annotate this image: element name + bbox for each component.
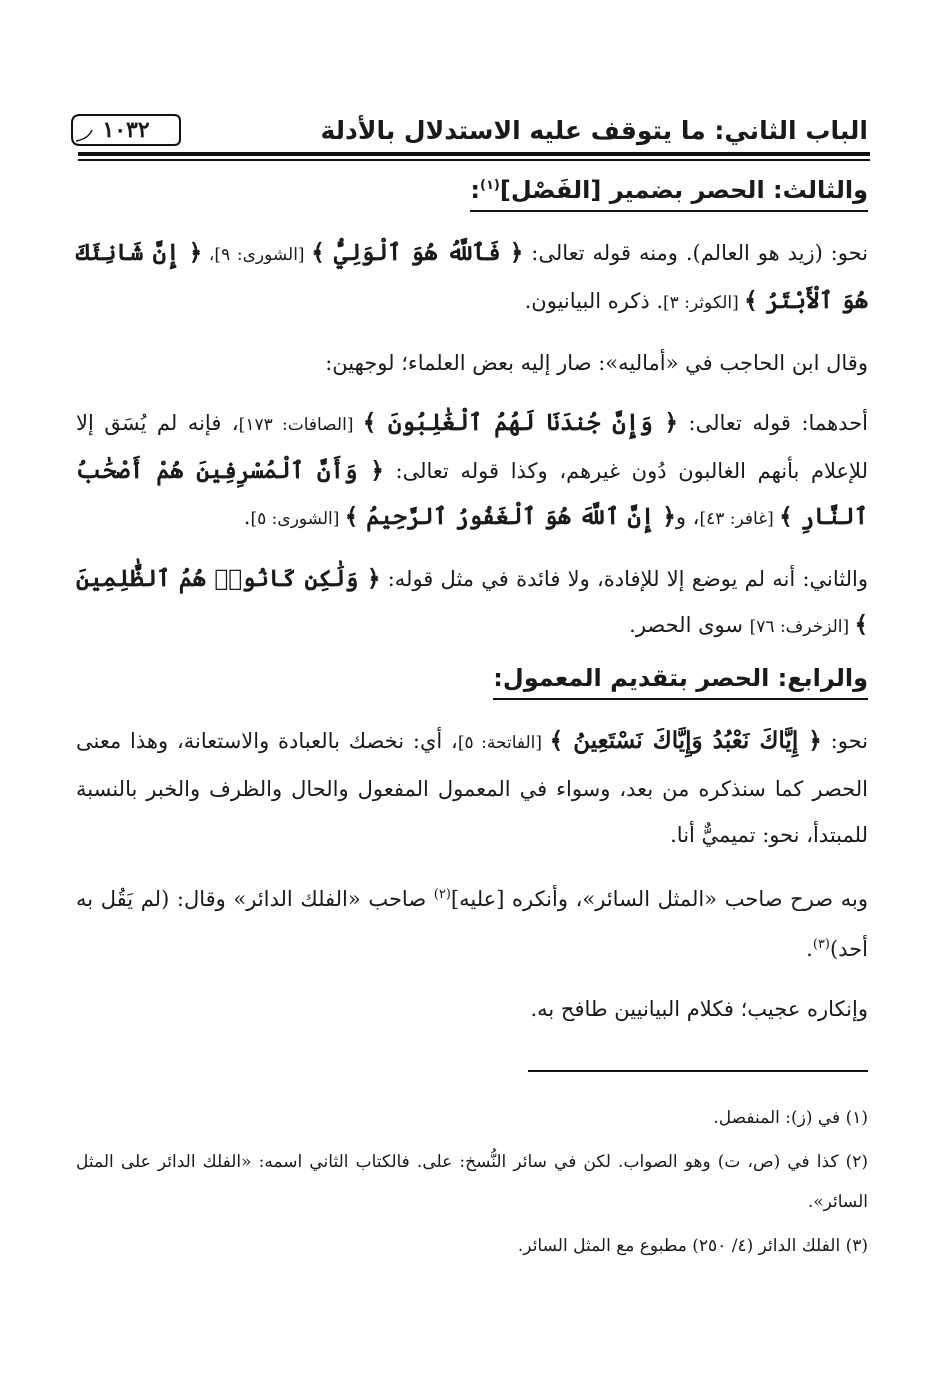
paragraph-first-reason (76, 400, 868, 542)
paragraph-example-fasl (76, 230, 868, 326)
paragraph-ibn-hajib: وقال ابن الحاجب في «أماليه»: صار إليه بعض العلماء؛ لوجهين: (325, 351, 868, 375)
paragraph-example-taqdim (76, 718, 868, 858)
text-run: ، فإنه لم يُسَق إلا للإعلام بأنهم الغالبون دُون غيرهم، وكذا قوله تعالى: (76, 411, 868, 483)
running-title: الباب الثاني: ما يتوقف عليه الاستدلال بالأدلة (320, 115, 868, 145)
text-run: وبه صرح صاحب «المثل السائر»، وأنكره [عليه] (450, 887, 868, 911)
verse-reference: [الفاتحة: ٥] (457, 733, 550, 753)
header-rule-thin (78, 159, 870, 161)
verse-reference: [الكوثر: ٣] (663, 293, 745, 313)
quran-verse: ﴿ إِنَّ ٱللَّهَ هُوَ ٱلْغَفُورُ ٱلرَّحِيمُ ﴾ (344, 503, 676, 530)
quran-verse: ﴿ وَأَنَّ ٱلْمُسْرِفِينَ هُمْ أَصْحَٰبُ ٱلنَّارِ ﴾ (76, 457, 868, 530)
text-run: . (243, 505, 251, 529)
footnote-separator (528, 1070, 868, 1072)
header-rule-thick (78, 152, 870, 156)
verse-reference: [الزخرف: ٧٦] (749, 617, 855, 637)
footnote-1: (١) في (ز): المنفصل. (713, 1108, 868, 1128)
paragraph-conclusion: وإنكاره عجيب؛ فكلام البيانيين طافح به. (530, 997, 868, 1021)
running-header (70, 108, 868, 152)
text-run: ، أي: نخصك بالعبادة والاستعانة، وهذا معنى الحصر كما سنذكره من بعد، وسواء في المعمول المفعول والحال والظرف والخبر بالنسبة للمبتدأ، نحو: تميميٌّ أنا. (76, 729, 868, 847)
footnote-3: (٣) الفلك الدائر (٤/ ٢٥٠) مطبوع مع المثل السائر. (517, 1236, 868, 1256)
text-run: نحو: (زيد هو العالم). ومنه قوله تعالى: (523, 241, 869, 265)
text-run: ، و (675, 505, 700, 529)
section-heading-fourth: والرابع: الحصر بتقديم المعمول: (493, 664, 868, 700)
section-heading-third (470, 176, 868, 212)
text-run: . (806, 937, 813, 961)
quran-verse: ﴿ وَلَٰكِن كَانُوا۟ هُمُ ٱلظَّٰلِمِينَ ﴾ (76, 565, 868, 638)
verse-reference: [غافر: ٤٣] (699, 509, 780, 529)
paragraph-mathal-sair (76, 872, 868, 972)
footnote-ref-1: (١) (480, 178, 500, 193)
footnotes (76, 1098, 868, 1270)
paragraph-second-reason (76, 556, 868, 650)
footnote-ref-3: (٣) (812, 937, 830, 952)
text-run: أحدهما: قوله تعالى: (678, 411, 869, 435)
verse-reference: [الشورى: ٥] (250, 509, 345, 529)
main-text (76, 176, 868, 1046)
quran-verse: ﴿ فَٱللَّهُ هُوَ ٱلْوَلِيُّ ﴾ (311, 239, 524, 266)
page-number-badge (70, 111, 182, 149)
text-run: صاحب «الفلك الدائر» وقال: (لم يَقُل به أحد) (76, 887, 868, 961)
verse-reference: [الصافات: ١٧٣] (238, 415, 363, 435)
quran-verse: ﴿ وَإِنَّ جُندَنَا لَهُمُ ٱلْغَٰلِبُونَ ﴾ (362, 409, 679, 436)
text-run: سوى الحصر. (629, 613, 750, 637)
section-heading-third-text: والثالث: الحصر بضمير [الفَصْل] (499, 176, 868, 204)
text-run: نحو: (821, 729, 869, 753)
text-run: والثاني: أنه لم يوضع إلا للإفادة، ولا فائدة في مثل قوله: (380, 567, 869, 591)
footnote-ref-2: (٢) (433, 887, 451, 902)
verse-reference: [الشورى: ٩]، (202, 245, 312, 265)
quran-verse: ﴿ إِيَّاكَ نَعْبُدُ وَإِيَّاكَ نَسْتَعِينُ ﴾ (549, 727, 822, 754)
footnote-2: (٢) كذا في (ص، ت) وهو الصواب. لكن في سائر النُّسخ: على. فالكتاب الثاني اسمه: «الفلك الدائر على المثل السائر». (76, 1152, 868, 1212)
page-number: ١٠٣٢ (102, 117, 150, 143)
quran-verse: ﴿ إِنَّ شَانِئَكَ هُوَ ٱلْأَبْتَرُ ﴾ (76, 239, 868, 314)
text-run: . ذكره البيانيون. (524, 289, 664, 313)
section-heading-third-colon: : (470, 176, 480, 204)
